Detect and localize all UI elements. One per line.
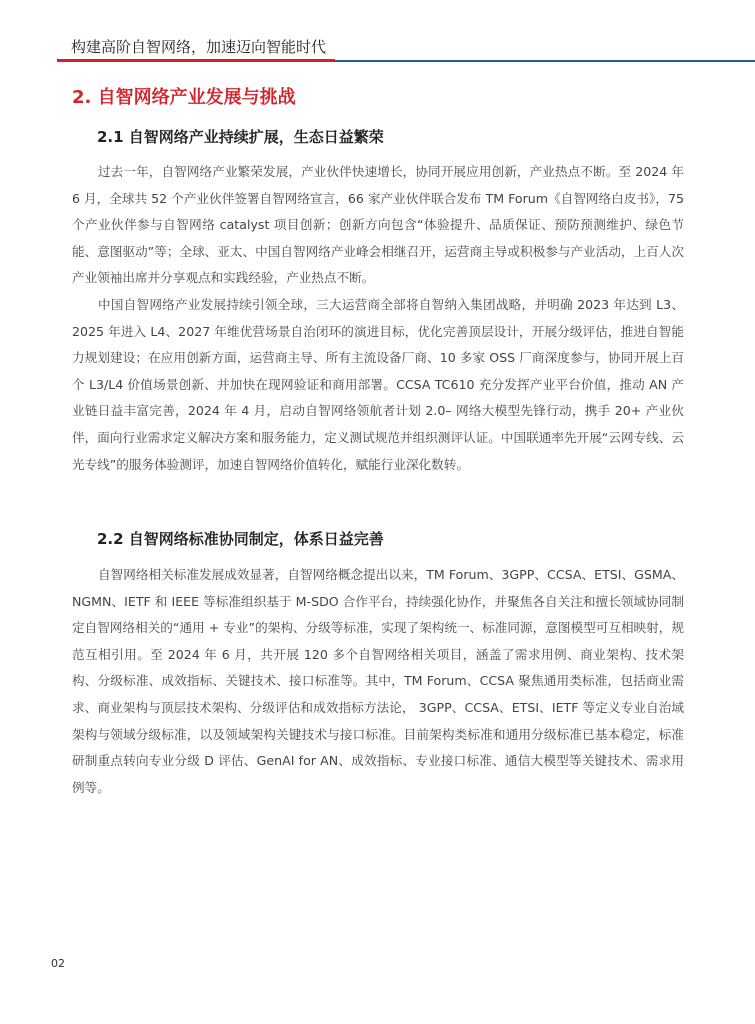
header-rule-blue [335, 60, 755, 62]
paragraph-2-1-1: 过去一年，自智网络产业繁荣发展，产业伙伴快速增长，协同开展应用创新，产业热点不断。至 2024 年 6 月，全球共 52 个产业伙伴签署自智网络宣言，66 家产业伙伴联合发布 TM Forum《自智网络白皮书》，75 个产业伙伴参与自智网络 catalyst 项目创新；创新方向包含“体验提升、品质保证、预防预测维护、绿色节能、意图驱动”等；全球、亚太、中国自智网络产业峰会相继召开，运营商主导或积极参与产业活动，上百人次产业领袖出席并分享观点和实践经验，产业热点不断。 [72, 164, 684, 286]
subsection-title-2-2: 2.2 自智网络标准协同制定，体系日益完善 [97, 530, 384, 548]
subsection-title-2-1: 2.1 自智网络产业持续扩展，生态日益繁荣 [97, 128, 384, 146]
paragraph-2-2-1: 自智网络相关标准发展成效显著，自智网络概念提出以来，TM Forum、3GPP、CCSA、ETSI、GSMA、NGMN、IETF 和 IEEE 等标准组织基于 M-SDO 合作平台，持续强化协作，并聚焦各自关注和擅长领域协同制定自智网络相关的“通用 + 专业”的架构、分级等标准，实现了架构统一、标准同源，意图模型可互相映射，规范互相引用。至 2024 年 6 月，共开展 120 多个自智网络相关项目，涵盖了需求用例、商业架构、技术架构、分级标准、成效指标、关键技术、接口标准等。其中，TM Forum、CCSA 聚焦通用类标准，包括商业需求、商业架构与顶层技术架构、分级评估和成效指标方法论， 3GPP、CCSA、ETSI、IETF 等定义专业自治域架构与领域分级标准，以及领域架构关键技术与接口标准。目前架构类标准和通用分级标准已基本稳定，标准研制重点转向专业分级 D 评估、GenAI for AN、成效指标、专业接口标准、通信大模型等关键技术、需求用例等。 [72, 567, 684, 795]
running-header-title: 构建高阶自智网络，加速迈向智能时代 [71, 38, 327, 56]
page-number: 02 [51, 957, 65, 970]
paragraph-2-1-2: 中国自智网络产业发展持续引领全球，三大运营商全部将自智纳入集团战略，并明确 2023 年达到 L3、2025 年进入 L4、2027 年维优营场景自治闭环的演进目标，优化完善顶层设计，开展分级评估，推进自智能力规划建设；在应用创新方面，运营商主导、所有主流设备厂商、10 多家 OSS 厂商深度参与，协同开展上百个 L3/L4 价值场景创新、并加快在现网验证和商用部署。CCSA TC610 充分发挥产业平台价值，推动 AN 产业链日益丰富完善，2024 年 4 月，启动自智网络领航者计划 2.0– 网络大模型先锋行动，携手 20+ 产业伙伴，面向行业需求定义解决方案和服务能力，定义测试规范并组织测评认证。中国联通率先开展“云网专线、云光专线”的服务体验测评，加速自智网络价值转化，赋能行业深化数转。 [72, 297, 684, 472]
header-rule-red [57, 59, 335, 62]
section-title: 2. 自智网络产业发展与挑战 [72, 87, 296, 108]
